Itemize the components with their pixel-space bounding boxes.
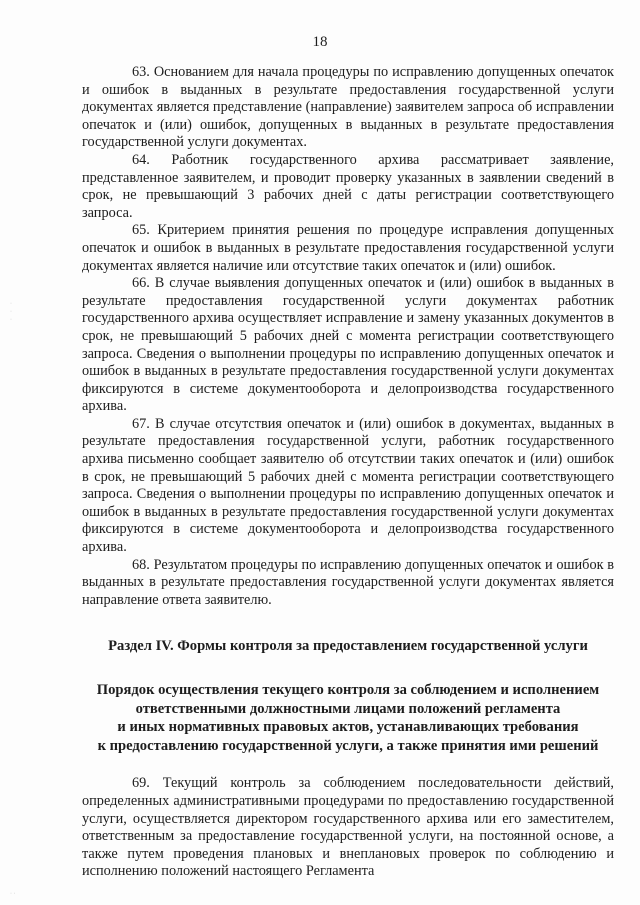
paragraph-64: 64. Работник государственного архива рассматривает заявление, представленное заявителем, и проводит проверку указанных в заявлении сведений в срок, не превышающий 3 рабочих дней с даты регистрации соответствующего запроса. <box>82 151 614 221</box>
paragraph-65: 65. Критерием принятия решения по процедуре исправления допущенных опечаток и ошибок в выданных в результате предоставления государственной услуги документах является наличие или отсутствие таких опечаток и (или) ошибок. <box>82 222 614 274</box>
section-heading: Раздел IV. Формы контроля за предоставлением государственной услуги <box>108 638 588 655</box>
subsection-heading-line: Порядок осуществления текущего контроля за соблюдением и исполнением <box>96 682 600 699</box>
paragraph-68: 68. Результатом процедуры по исправлению допущенных опечаток и ошибок в выданных в результате предоставления государственной услуги документах является направление ответа заявителю. <box>82 556 614 608</box>
document-body <box>82 64 614 881</box>
subsection-heading-line: к предоставлению государственной услуги, а также принятия ими решений <box>97 737 599 754</box>
paragraph-63: 63. Основанием для начала процедуры по исправлению допущенных опечаток и ошибок в выданных в результате предоставления государственной услуги документах является представление (направление) заявителем запроса об исправлении опечаток и (или) ошибок, допущенных в выданных в результате предоставления государственной услуги документах. <box>82 64 614 151</box>
paragraph-66: 66. В случае выявления допущенных опечаток и (или) ошибок в выданных в результате предоставления государственной услуги документах работник государственного архива осуществляет исправление и замену указанных документов в срок, не превышающий 5 рабочих дней с момента регистрации соответствующего запроса. Сведения о выполнении процедуры по исправлению допущенных опечаток и ошибок в выданных в результате предоставления государственной услуги документах фиксируются в системе документооборота и делопроизводства государственного архива. <box>82 275 614 415</box>
subsection-heading-line: ответственными должностными лицами положений регламента <box>135 700 561 717</box>
subsection-heading <box>82 681 614 755</box>
page-number: 18 <box>312 34 328 50</box>
subsection-heading-line: и иных нормативных правовых актов, устанавливающих требования <box>117 719 579 736</box>
paragraph-67: 67. В случае отсутствия опечаток и (или) ошибок в документах, выданных в результате предоставления государственной услуги, работник государственного архива письменно сообщает заявителю об отсутствии таких опечаток и (или) ошибок в срок, не превышающий 5 рабочих дней с момента регистрации соответствующего запроса. Сведения о выполнении процедуры по исправлению допущенных опечаток и ошибок в выданных в результате предоставления государственной услуги документах фиксируются в системе документооборота и делопроизводства государственного архива. <box>82 415 614 556</box>
paragraph-69: 69. Текущий контроль за соблюдением последовательности действий, определенных административными процедурами по предоставлению государственной услуги, осуществляется директором государственного архива или его заместителем, ответственным за предоставление государственной услуги, на постоянной основе, а также путем проведения плановых и внеплановых проверок по соблюдению и исполнению положений настоящего Регламента <box>82 775 614 880</box>
scan-margin-specks: · · · <box>10 301 12 323</box>
scan-margin-specks-bottom: · · <box>10 891 16 897</box>
